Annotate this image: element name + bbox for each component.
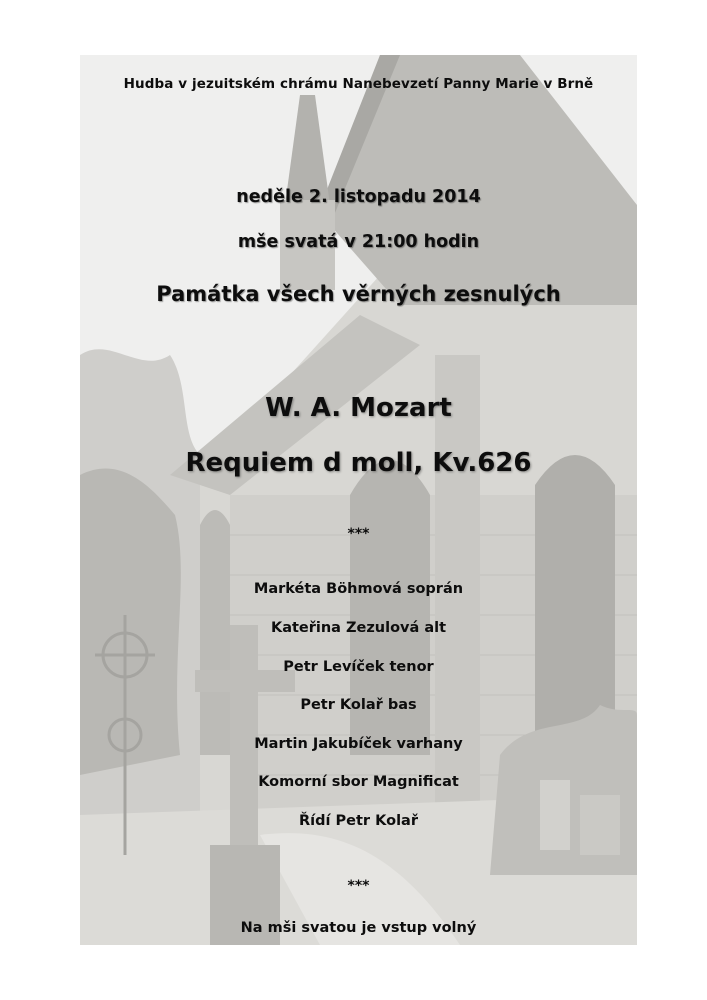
occasion-title: Památka všech věrných zesnulých xyxy=(156,282,561,306)
mass-time: mše svatá v 21:00 hodin xyxy=(237,232,480,252)
header-line: Hudba v jezuitském chrámu Nanebevzetí Panny Marie v Brně xyxy=(123,76,594,92)
separator-top: *** xyxy=(347,526,370,542)
performer-line: Komorní sbor Magnificat xyxy=(258,774,459,790)
work-title: Requiem d moll, Kv.626 xyxy=(185,448,532,478)
performer-line: Petr Levíček tenor xyxy=(283,659,434,675)
performer-line: Kateřina Zezulová alt xyxy=(270,620,447,636)
performer-line: Petr Kolař bas xyxy=(300,697,417,713)
conductor-line: Řídí Petr Kolař xyxy=(299,813,418,829)
performer-line: Martin Jakubíček varhany xyxy=(254,736,463,752)
separator-bottom: *** xyxy=(347,878,370,894)
entry-note: Na mši svatou je vstup volný xyxy=(240,920,477,936)
performer-line: Markéta Böhmová soprán xyxy=(253,581,464,597)
event-date: neděle 2. listopadu 2014 xyxy=(236,187,481,207)
composer-name: W. A. Mozart xyxy=(265,393,452,423)
